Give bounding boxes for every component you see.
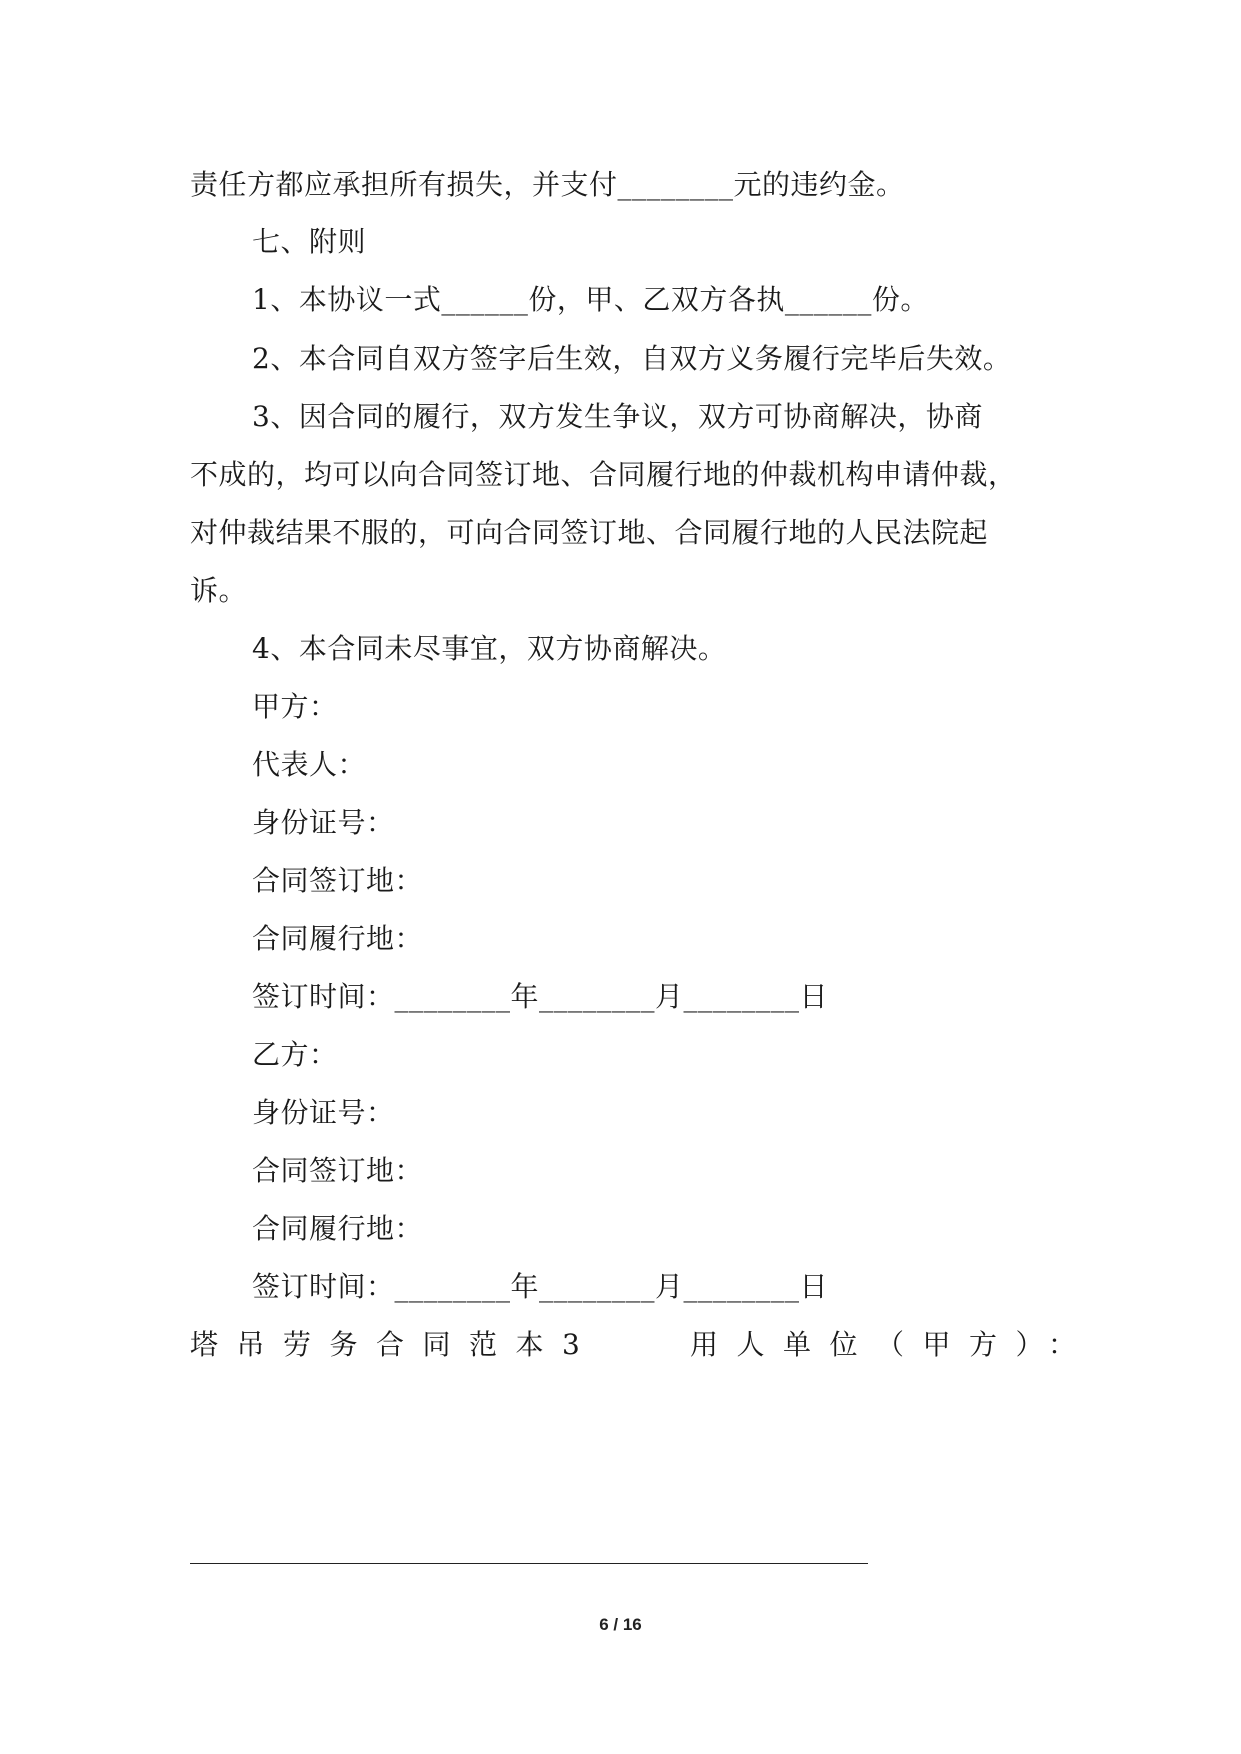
section-title-appendix: 七、附则 <box>252 225 367 258</box>
page-number: 6 / 16 <box>599 1615 642 1634</box>
party-a-label: 甲方： <box>252 690 338 723</box>
clause-unresolved: 4、本合同未尽事宜，双方协商解决。 <box>252 632 727 665</box>
employer-label: 用人单位（甲方）： <box>690 1328 1095 1361</box>
party-b-id-label: 身份证号： <box>252 1096 395 1129</box>
clause-dispute-line-3: 对仲裁结果不服的，可向合同签订地、合同履行地的人民法院起 <box>190 516 989 549</box>
party-b-signing-place: 合同签订地： <box>252 1154 424 1187</box>
clause-effective: 2、本合同自双方签字后生效，自双方义务履行完毕后失效。 <box>252 342 1012 375</box>
party-a-id-label: 身份证号： <box>252 806 395 839</box>
representative-label: 代表人： <box>252 748 367 781</box>
party-a-performance-place: 合同履行地： <box>252 922 424 955</box>
blank-fill-line <box>190 1563 868 1564</box>
section-heading: 塔吊劳务合同范本3 <box>190 1328 599 1361</box>
clause-dispute-line-2: 不成的，均可以向合同签订地、合同履行地的仲裁机构申请仲裁， <box>190 458 1017 491</box>
party-b-performance-place: 合同履行地： <box>252 1212 424 1245</box>
clause-dispute-line-1: 3、因合同的履行，双方发生争议，双方可协商解决，协商 <box>252 400 983 433</box>
party-a-signing-place: 合同签订地： <box>252 864 424 897</box>
party-b-label: 乙方： <box>252 1038 338 1071</box>
clause-dispute-line-4: 诉。 <box>190 574 248 607</box>
clause-copies: 1、本协议一式______份，甲、乙双方各执______份。 <box>252 283 929 316</box>
party-a-signing-date: 签订时间：________年________月________日 <box>252 980 829 1013</box>
party-b-signing-date: 签订时间：________年________月________日 <box>252 1270 829 1303</box>
paragraph-penalty: 责任方都应承担所有损失，并支付________元的违约金。 <box>190 168 905 201</box>
